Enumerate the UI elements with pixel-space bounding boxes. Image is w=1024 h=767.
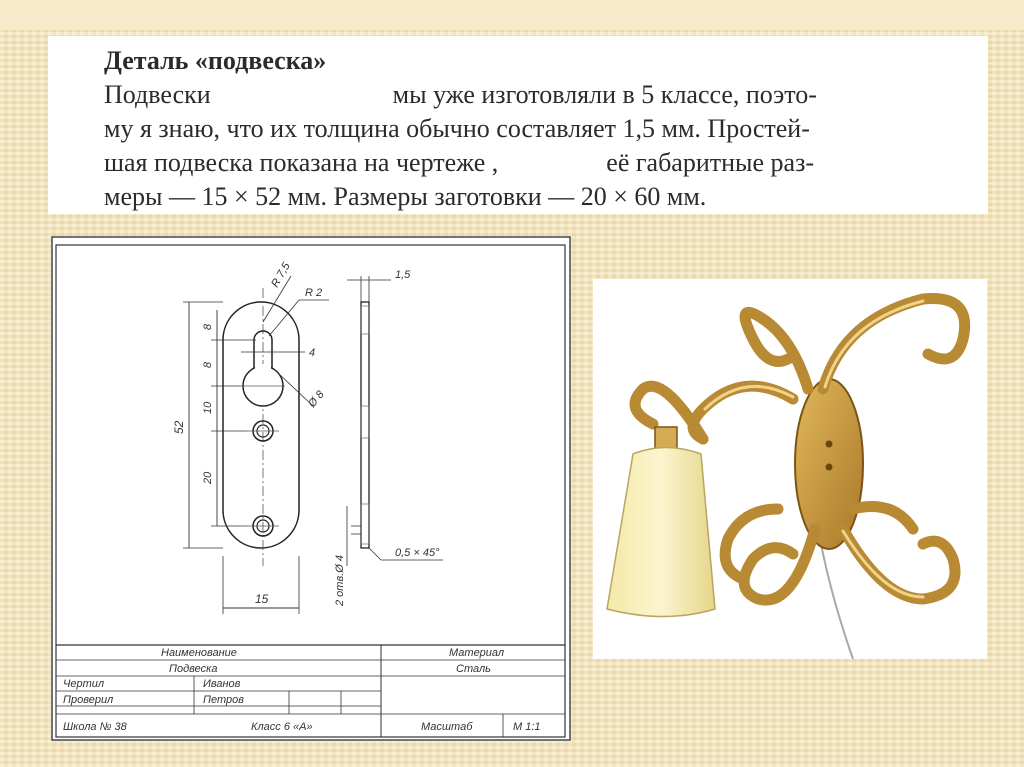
- lamp-bracket-illustration: [593, 279, 987, 659]
- side-hatch-1: [361, 306, 369, 334]
- tb-school: Школа № 38: [63, 721, 127, 733]
- dim-chamfer: 0,5 × 45°: [395, 547, 440, 559]
- top-band: [0, 0, 1024, 30]
- dim-10: 10: [202, 401, 214, 414]
- tb-class: Класс 6 «А»: [251, 721, 313, 733]
- tb-drew-value: Иванов: [203, 678, 241, 690]
- tb-checked-label: Проверил: [63, 694, 114, 706]
- scroll-arm: [693, 386, 793, 439]
- dim-52: 52: [172, 420, 186, 434]
- paragraph-line-1-end: мы уже изготовляли в 5 классе, поэто-: [392, 80, 817, 109]
- tb-name-label: Наименование: [161, 647, 237, 659]
- tb-name-value: Подвеска: [169, 663, 218, 675]
- scroll-bottom-left: [744, 529, 815, 600]
- keyhole-join: [255, 364, 271, 374]
- tb-scale-label: Масштаб: [421, 721, 473, 733]
- tb-drew-label: Чертил: [63, 678, 105, 690]
- tb-material-value: Сталь: [456, 663, 491, 675]
- dim-4: 4: [309, 347, 316, 359]
- dim-20: 20: [202, 471, 214, 484]
- dim-8-mid: 8: [202, 361, 214, 368]
- scroll-bottom-right: [843, 529, 955, 599]
- dim-r75: R 7,5: [269, 260, 293, 290]
- lamp-holder: [655, 427, 677, 449]
- paragraph-line-3-start: шая подвеска показана на чертеже ,: [104, 148, 499, 177]
- dim-15: 15: [255, 592, 269, 606]
- paragraph-line-3-end: её габаритные раз-: [606, 148, 815, 177]
- side-hatch-2: [361, 406, 369, 438]
- dim-r2: R 2: [305, 287, 323, 299]
- textbook-excerpt: [48, 36, 988, 214]
- scroll-top-left: [745, 312, 808, 389]
- drawing-svg: [51, 236, 571, 741]
- lamp-shade: [607, 448, 715, 617]
- scroll-mid-right: [853, 507, 913, 530]
- dim-thickness: 1,5: [395, 269, 411, 281]
- lamp-svg: [593, 279, 987, 659]
- dim-holes: 2 отв.Ø 4: [334, 555, 346, 606]
- dim-8-top: 8: [202, 323, 214, 330]
- paragraph-line-1-start: Подвески: [104, 80, 211, 109]
- paragraph-line-1: [104, 78, 978, 112]
- tb-checked-value: Петров: [203, 694, 244, 706]
- paragraph-line-2: му я знаю, что их толщина обычно составляет 1,5 мм. Простей-: [104, 114, 810, 143]
- screw-bottom: [826, 464, 833, 471]
- technical-drawing: [51, 236, 571, 741]
- side-hatch-3: [361, 504, 369, 544]
- leader-chamfer: [369, 548, 381, 560]
- tb-material-label: Материал: [449, 647, 505, 659]
- tb-scale-value: М 1:1: [513, 721, 541, 733]
- dim-d8: Ø 8: [306, 388, 327, 410]
- paragraph-line-4: меры — 15 × 52 мм. Размеры заготовки — 20 × 60 мм.: [104, 182, 707, 211]
- title-block: [56, 645, 565, 737]
- section-heading: Деталь «подвеска»: [104, 46, 327, 75]
- paragraph-line-3: [104, 146, 978, 180]
- side-view: [361, 302, 369, 548]
- screw-top: [826, 441, 833, 448]
- outer-border: [52, 237, 570, 740]
